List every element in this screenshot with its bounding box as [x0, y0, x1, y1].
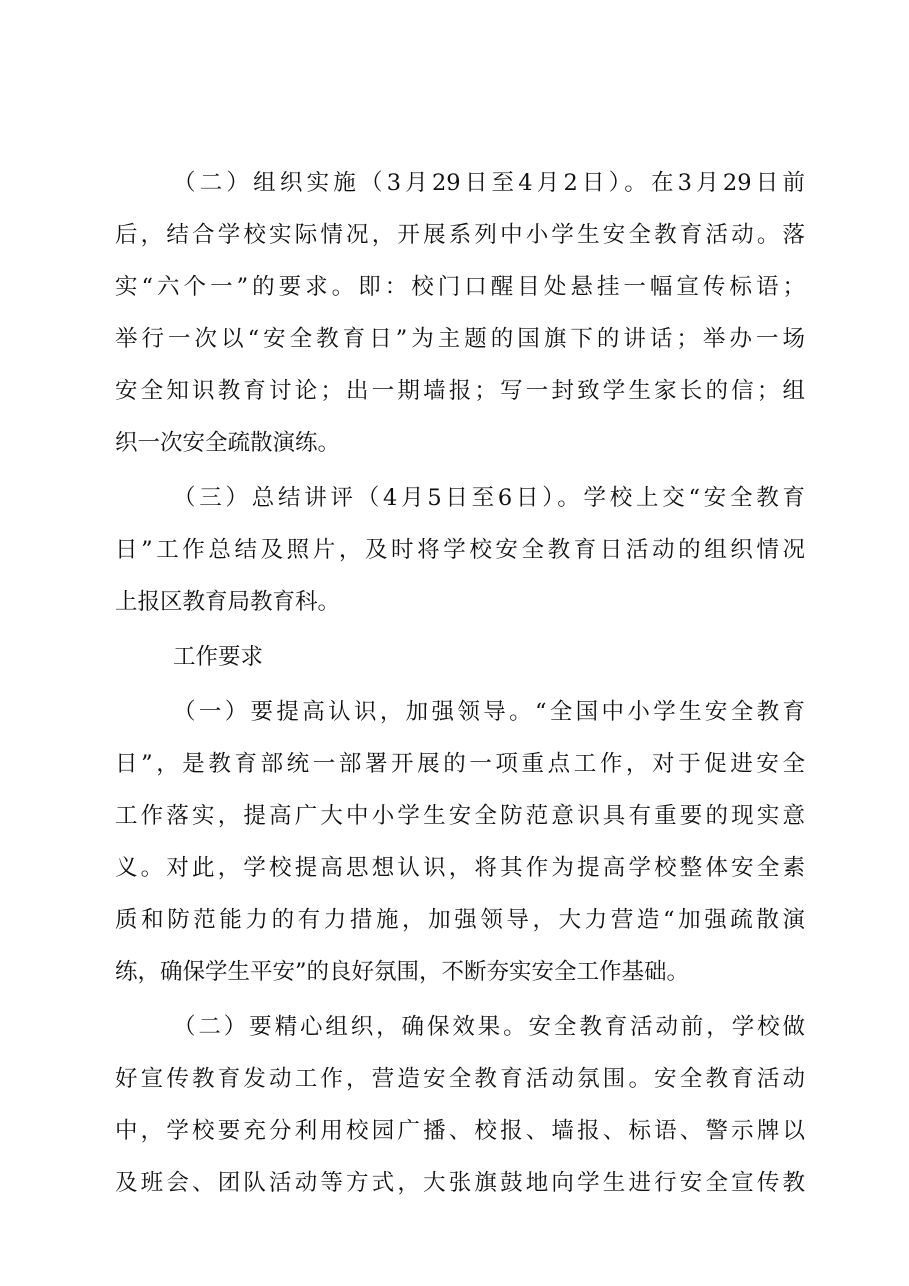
text-line: 日”工作总结及照片，及时将学校安全教育日活动的组织情况 [115, 537, 805, 563]
text-line: 上报区教育局教育科。 [115, 589, 341, 615]
text-line: 中，学校要充分利用校园广播、校报、墙报、标语、警示牌以 [115, 1118, 805, 1144]
text-line: 及班会、团队活动等方式，大张旗鼓地向学生进行安全宣传教 [115, 1170, 805, 1196]
text-line: 质和防范能力的有力措施，加强领导，大力营造“加强疏散演 [115, 907, 805, 933]
text-line: 后，结合学校实际情况，开展系列中小学生安全教育活动。落 [115, 222, 805, 248]
text-line: （二）组织实施（3月29日至4月2日）。在3月29日前 [173, 170, 805, 196]
text-line: 举行一次以“安全教育日”为主题的国旗下的讲话；举办一场 [115, 326, 805, 352]
text-line: （一）要提高认识，加强领导。“全国中小学生安全教育 [173, 699, 805, 725]
section-heading: 工作要求 [173, 644, 264, 670]
text-line: 练，确保学生平安”的良好氛围，不断夯实安全工作基础。 [115, 959, 690, 985]
text-line: 织一次安全疏散演练。 [115, 430, 341, 456]
text-line: 实“六个一”的要求。即：校门口醒目处悬挂一幅宣传标语； [115, 274, 805, 300]
text-line: （二）要精心组织，确保效果。安全教育活动前，学校做 [173, 1014, 805, 1040]
text-line: 义。对此，学校提高思想认识，将其作为提高学校整体安全素 [115, 855, 805, 881]
text-line: 日”，是教育部统一部署开展的一项重点工作，对于促进安全 [115, 751, 805, 777]
text-line: （三）总结讲评（4月5日至6日）。学校上交“安全教育 [173, 485, 805, 511]
text-line: 好宣传教育发动工作，营造安全教育活动氛围。安全教育活动 [115, 1066, 805, 1092]
text-line: 安全知识教育讨论；出一期墙报；写一封致学生家长的信；组 [115, 378, 805, 404]
text-line: 工作落实，提高广大中小学生安全防范意识具有重要的现实意 [115, 803, 805, 829]
